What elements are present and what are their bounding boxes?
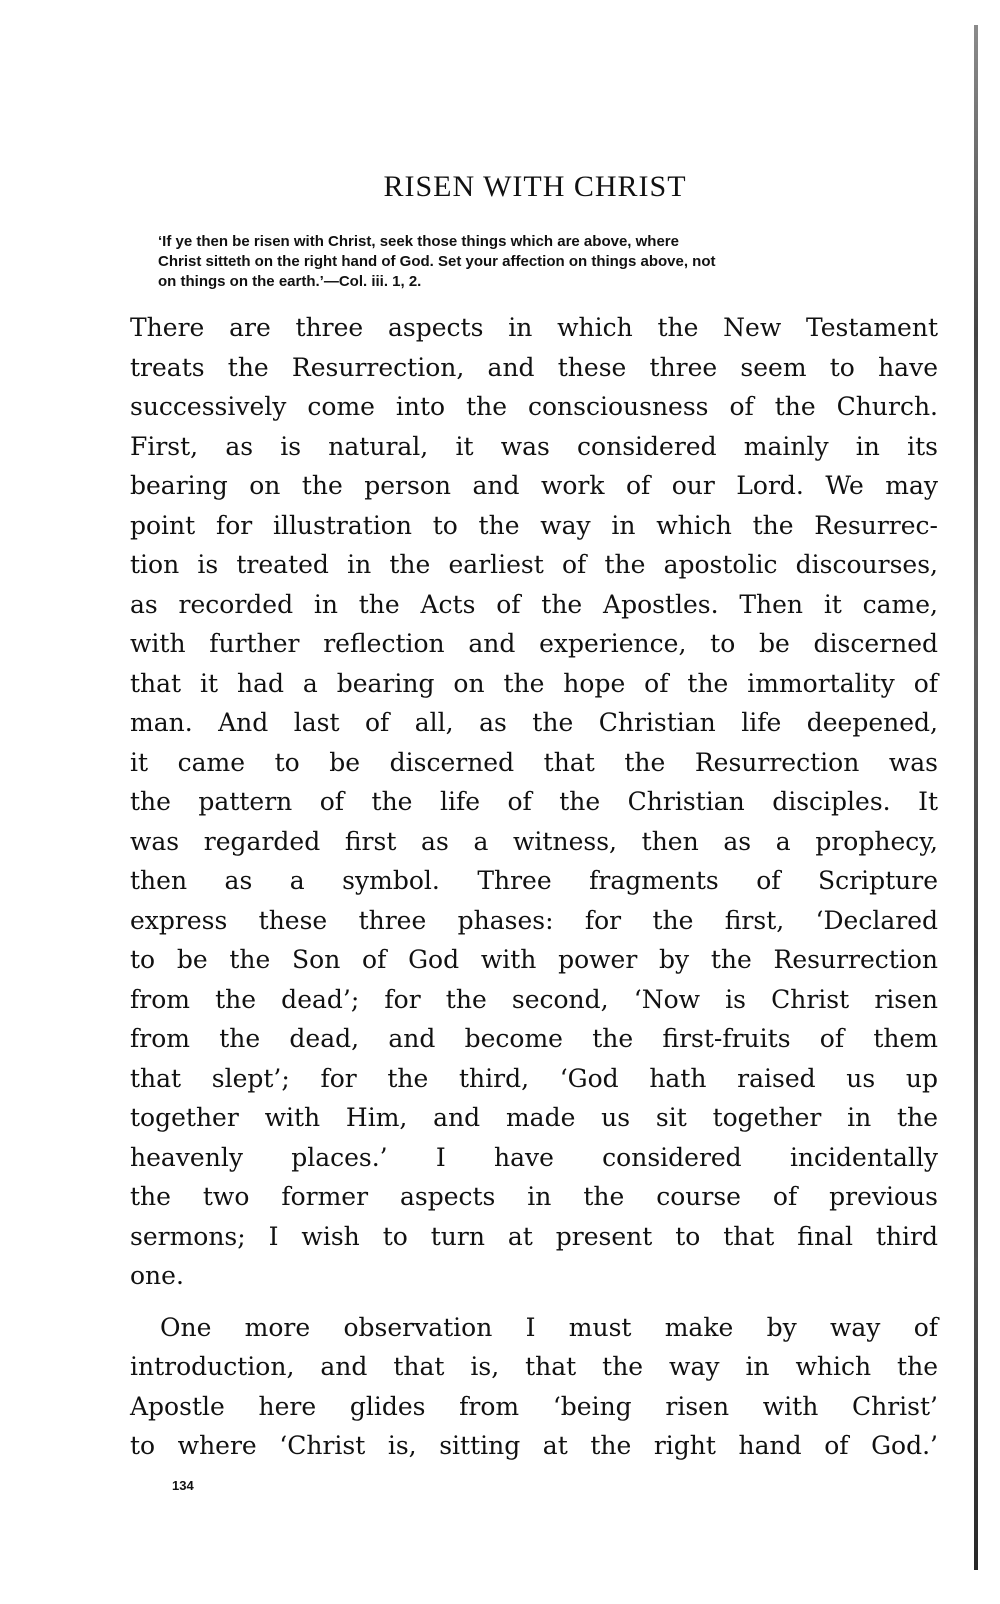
- text-line: it came to be discerned that the Resurrection was: [130, 747, 938, 777]
- page-number: 134: [172, 1478, 194, 1493]
- text-line: one.: [130, 1261, 184, 1290]
- body-text: [130, 308, 938, 1466]
- text-line: introduction, and that is, that the way in which the: [130, 1352, 938, 1381]
- text-line: There are three aspects in which the New Testament: [130, 313, 938, 342]
- epigraph-line: on things on the earth.’—Col. iii. 1, 2.: [158, 273, 422, 290]
- chapter-title: RISEN WITH CHRIST: [383, 170, 687, 203]
- text-line: Apostle here glides from ‘being risen with Christ’: [130, 1391, 938, 1421]
- text-line: heavenly places.’ I have considered incidentally: [130, 1142, 938, 1172]
- text-line: man. And last of all, as the Christian life deepened,: [130, 708, 938, 737]
- text-line: bearing on the person and work of our Lord. We may: [130, 471, 938, 500]
- text-line: to be the Son of God with power by the Resurrection: [130, 945, 938, 974]
- text-line: tion is treated in the earliest of the apostolic discourses,: [130, 550, 938, 579]
- epigraph-line: ‘If ye then be risen with Christ, seek those things which are above, where: [158, 233, 679, 250]
- text-line: One more observation I must make by way of: [160, 1312, 938, 1342]
- text-line: to where ‘Christ is, sitting at the right hand of God.’: [130, 1431, 938, 1460]
- text-line: that slept’; for the third, ‘God hath raised us up: [130, 1063, 938, 1093]
- text-line: First, as is natural, it was considered mainly in its: [130, 431, 938, 461]
- text-line: point for illustration to the way in which the Resurrec-: [130, 510, 938, 540]
- text-line: the two former aspects in the course of previous: [130, 1182, 938, 1211]
- text-line: the pattern of the life of the Christian disciples. It: [130, 787, 938, 816]
- text-line: treats the Resurrection, and these three seem to have: [130, 352, 938, 382]
- text-line: express these three phases: for the first, ‘Declared: [130, 905, 938, 935]
- paragraph-1: [130, 308, 938, 1296]
- text-line: was regarded first as a witness, then as a prophecy,: [130, 826, 938, 856]
- paragraph-2: [130, 1308, 938, 1466]
- paragraph-gap: [130, 1296, 938, 1308]
- text-line: sermons; I wish to turn at present to that final third: [130, 1221, 938, 1251]
- text-line: from the dead, and become the first-fruits of them: [130, 1024, 938, 1053]
- text-line: from the dead’; for the second, ‘Now is Christ risen: [130, 984, 938, 1014]
- text-line: then as a symbol. Three fragments of Scripture: [130, 866, 938, 895]
- text-line: together with Him, and made us sit together in the: [130, 1103, 938, 1132]
- text-line: that it had a bearing on the hope of the immortality of: [130, 668, 938, 698]
- text-line: with further reflection and experience, to be discerned: [130, 629, 938, 658]
- page-edge-shadow: [974, 25, 978, 1570]
- text-line: as recorded in the Acts of the Apostles. Then it came,: [130, 589, 938, 619]
- text-line: successively come into the consciousness of the Church.: [130, 392, 938, 421]
- epigraph: [158, 232, 940, 292]
- epigraph-line: Christ sitteth on the right hand of God. Set your affection on things above, not: [158, 253, 716, 270]
